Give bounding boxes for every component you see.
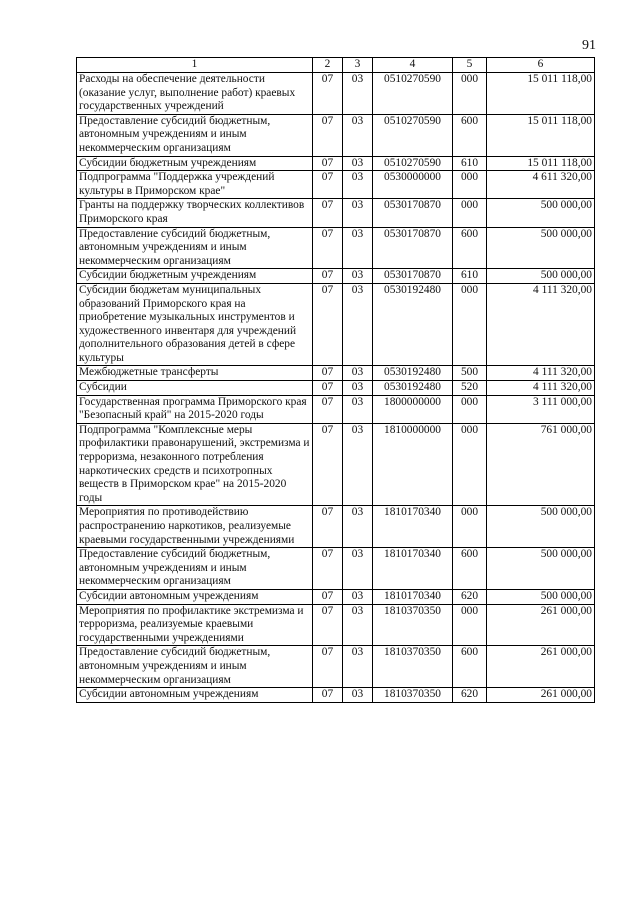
cell-vr: 000 [453,604,487,646]
cell-name: Межбюджетные трансферты [77,366,313,381]
table-row [77,199,595,227]
cell-amount: 261 000,00 [487,604,595,646]
table-row [77,283,595,366]
cell-sub: 03 [343,156,373,171]
table-body [77,73,595,703]
cell-code: 1800000000 [373,395,453,423]
cell-name: Субсидии автономным учреждениям [77,688,313,703]
cell-code: 0530192480 [373,381,453,396]
cell-sect: 07 [313,646,343,688]
cell-sub: 03 [343,423,373,506]
cell-name: Субсидии автономным учреждениям [77,589,313,604]
cell-amount: 4 111 320,00 [487,366,595,381]
table-row [77,604,595,646]
header-cell: 1 [77,58,313,73]
cell-vr: 000 [453,423,487,506]
cell-sect: 07 [313,73,343,115]
cell-amount: 4 611 320,00 [487,171,595,199]
cell-name: Субсидии [77,381,313,396]
cell-name: Мероприятия по профилактике экстремизма и терроризма, реализуемые краевыми государственными учреждениями [77,604,313,646]
cell-sect: 07 [313,548,343,590]
cell-code: 0510270590 [373,156,453,171]
cell-vr: 500 [453,366,487,381]
cell-sect: 07 [313,269,343,284]
cell-name: Подпрограмма "Поддержка учреждений культуры в Приморском крае" [77,171,313,199]
cell-vr: 000 [453,199,487,227]
cell-vr: 000 [453,506,487,548]
cell-amount: 261 000,00 [487,646,595,688]
cell-vr: 000 [453,171,487,199]
cell-sub: 03 [343,688,373,703]
cell-sect: 07 [313,171,343,199]
table-row [77,423,595,506]
table-row [77,114,595,156]
cell-sect: 07 [313,227,343,269]
cell-sect: 07 [313,423,343,506]
cell-amount: 4 111 320,00 [487,283,595,366]
cell-amount: 15 011 118,00 [487,73,595,115]
cell-name: Гранты на поддержку творческих коллективов Приморского края [77,199,313,227]
cell-sub: 03 [343,227,373,269]
cell-vr: 620 [453,688,487,703]
header-cell: 4 [373,58,453,73]
cell-sub: 03 [343,395,373,423]
cell-name: Субсидии бюджетным учреждениям [77,156,313,171]
table-row [77,548,595,590]
cell-name: Предоставление субсидий бюджетным, автономным учреждениям и иным некоммерческим организациям [77,227,313,269]
table-row [77,73,595,115]
cell-name: Субсидии бюджетным учреждениям [77,269,313,284]
cell-sub: 03 [343,589,373,604]
cell-name: Подпрограмма "Комплексные меры профилактики правонарушений, экстремизма и терроризма, незаконного потребления наркотических средств и психотропных веществ в Приморском крае" на 2015-2020 годы [77,423,313,506]
cell-sect: 07 [313,283,343,366]
cell-sub: 03 [343,506,373,548]
table-row [77,366,595,381]
cell-sect: 07 [313,589,343,604]
cell-amount: 761 000,00 [487,423,595,506]
cell-amount: 500 000,00 [487,548,595,590]
cell-code: 0530170870 [373,227,453,269]
cell-sect: 07 [313,156,343,171]
table-row [77,156,595,171]
cell-vr: 600 [453,646,487,688]
table-row [77,269,595,284]
cell-sub: 03 [343,646,373,688]
cell-vr: 000 [453,395,487,423]
table-row [77,395,595,423]
cell-sect: 07 [313,199,343,227]
page-number: 91 [582,38,596,53]
cell-vr: 600 [453,227,487,269]
cell-sub: 03 [343,604,373,646]
cell-sect: 07 [313,114,343,156]
cell-name: Предоставление субсидий бюджетным, автономным учреждениям и иным некоммерческим организациям [77,548,313,590]
cell-amount: 3 111 000,00 [487,395,595,423]
cell-code: 0510270590 [373,73,453,115]
table-row [77,506,595,548]
cell-sect: 07 [313,381,343,396]
cell-code: 1810000000 [373,423,453,506]
cell-amount: 500 000,00 [487,589,595,604]
cell-vr: 520 [453,381,487,396]
cell-sect: 07 [313,506,343,548]
cell-sub: 03 [343,269,373,284]
cell-code: 1810370350 [373,646,453,688]
cell-vr: 000 [453,283,487,366]
cell-name: Предоставление субсидий бюджетным, автономным учреждениям и иным некоммерческим организациям [77,114,313,156]
cell-sub: 03 [343,366,373,381]
cell-code: 1810170340 [373,589,453,604]
cell-sub: 03 [343,199,373,227]
header-cell: 5 [453,58,487,73]
table-row [77,688,595,703]
cell-amount: 500 000,00 [487,269,595,284]
cell-sect: 07 [313,688,343,703]
cell-amount: 500 000,00 [487,199,595,227]
header-row [77,58,595,73]
cell-amount: 261 000,00 [487,688,595,703]
cell-code: 1810170340 [373,548,453,590]
cell-code: 0530192480 [373,283,453,366]
cell-code: 0530000000 [373,171,453,199]
cell-vr: 610 [453,269,487,284]
cell-amount: 15 011 118,00 [487,156,595,171]
cell-vr: 600 [453,548,487,590]
cell-name: Государственная программа Приморского края "Безопасный край" на 2015-2020 годы [77,395,313,423]
cell-vr: 610 [453,156,487,171]
cell-code: 0510270590 [373,114,453,156]
cell-code: 1810370350 [373,688,453,703]
cell-amount: 500 000,00 [487,506,595,548]
cell-amount: 4 111 320,00 [487,381,595,396]
cell-code: 1810370350 [373,604,453,646]
table-row [77,381,595,396]
cell-sub: 03 [343,171,373,199]
cell-sub: 03 [343,548,373,590]
cell-sub: 03 [343,114,373,156]
cell-sub: 03 [343,73,373,115]
table-row [77,171,595,199]
cell-amount: 500 000,00 [487,227,595,269]
table-row [77,589,595,604]
table-row [77,227,595,269]
cell-amount: 15 011 118,00 [487,114,595,156]
cell-vr: 620 [453,589,487,604]
cell-sect: 07 [313,366,343,381]
cell-sect: 07 [313,395,343,423]
cell-code: 0530170870 [373,269,453,284]
cell-name: Предоставление субсидий бюджетным, автономным учреждениям и иным некоммерческим организациям [77,646,313,688]
cell-vr: 000 [453,73,487,115]
cell-code: 1810170340 [373,506,453,548]
table-row [77,646,595,688]
cell-name: Расходы на обеспечение деятельности (оказание услуг, выполнение работ) краевых государственных учреждений [77,73,313,115]
cell-code: 0530170870 [373,199,453,227]
header-cell: 3 [343,58,373,73]
cell-sub: 03 [343,381,373,396]
header-cell: 2 [313,58,343,73]
cell-sub: 03 [343,283,373,366]
budget-table [76,57,595,703]
cell-name: Субсидии бюджетам муниципальных образований Приморского края на приобретение музыкальных инструментов и художественного инвентаря для учреждений дополнительного образования детей в сфере культуры [77,283,313,366]
header-cell: 6 [487,58,595,73]
cell-code: 0530192480 [373,366,453,381]
cell-name: Мероприятия по противодействию распространению наркотиков, реализуемые краевыми государственными учреждениями [77,506,313,548]
cell-sect: 07 [313,604,343,646]
cell-vr: 600 [453,114,487,156]
